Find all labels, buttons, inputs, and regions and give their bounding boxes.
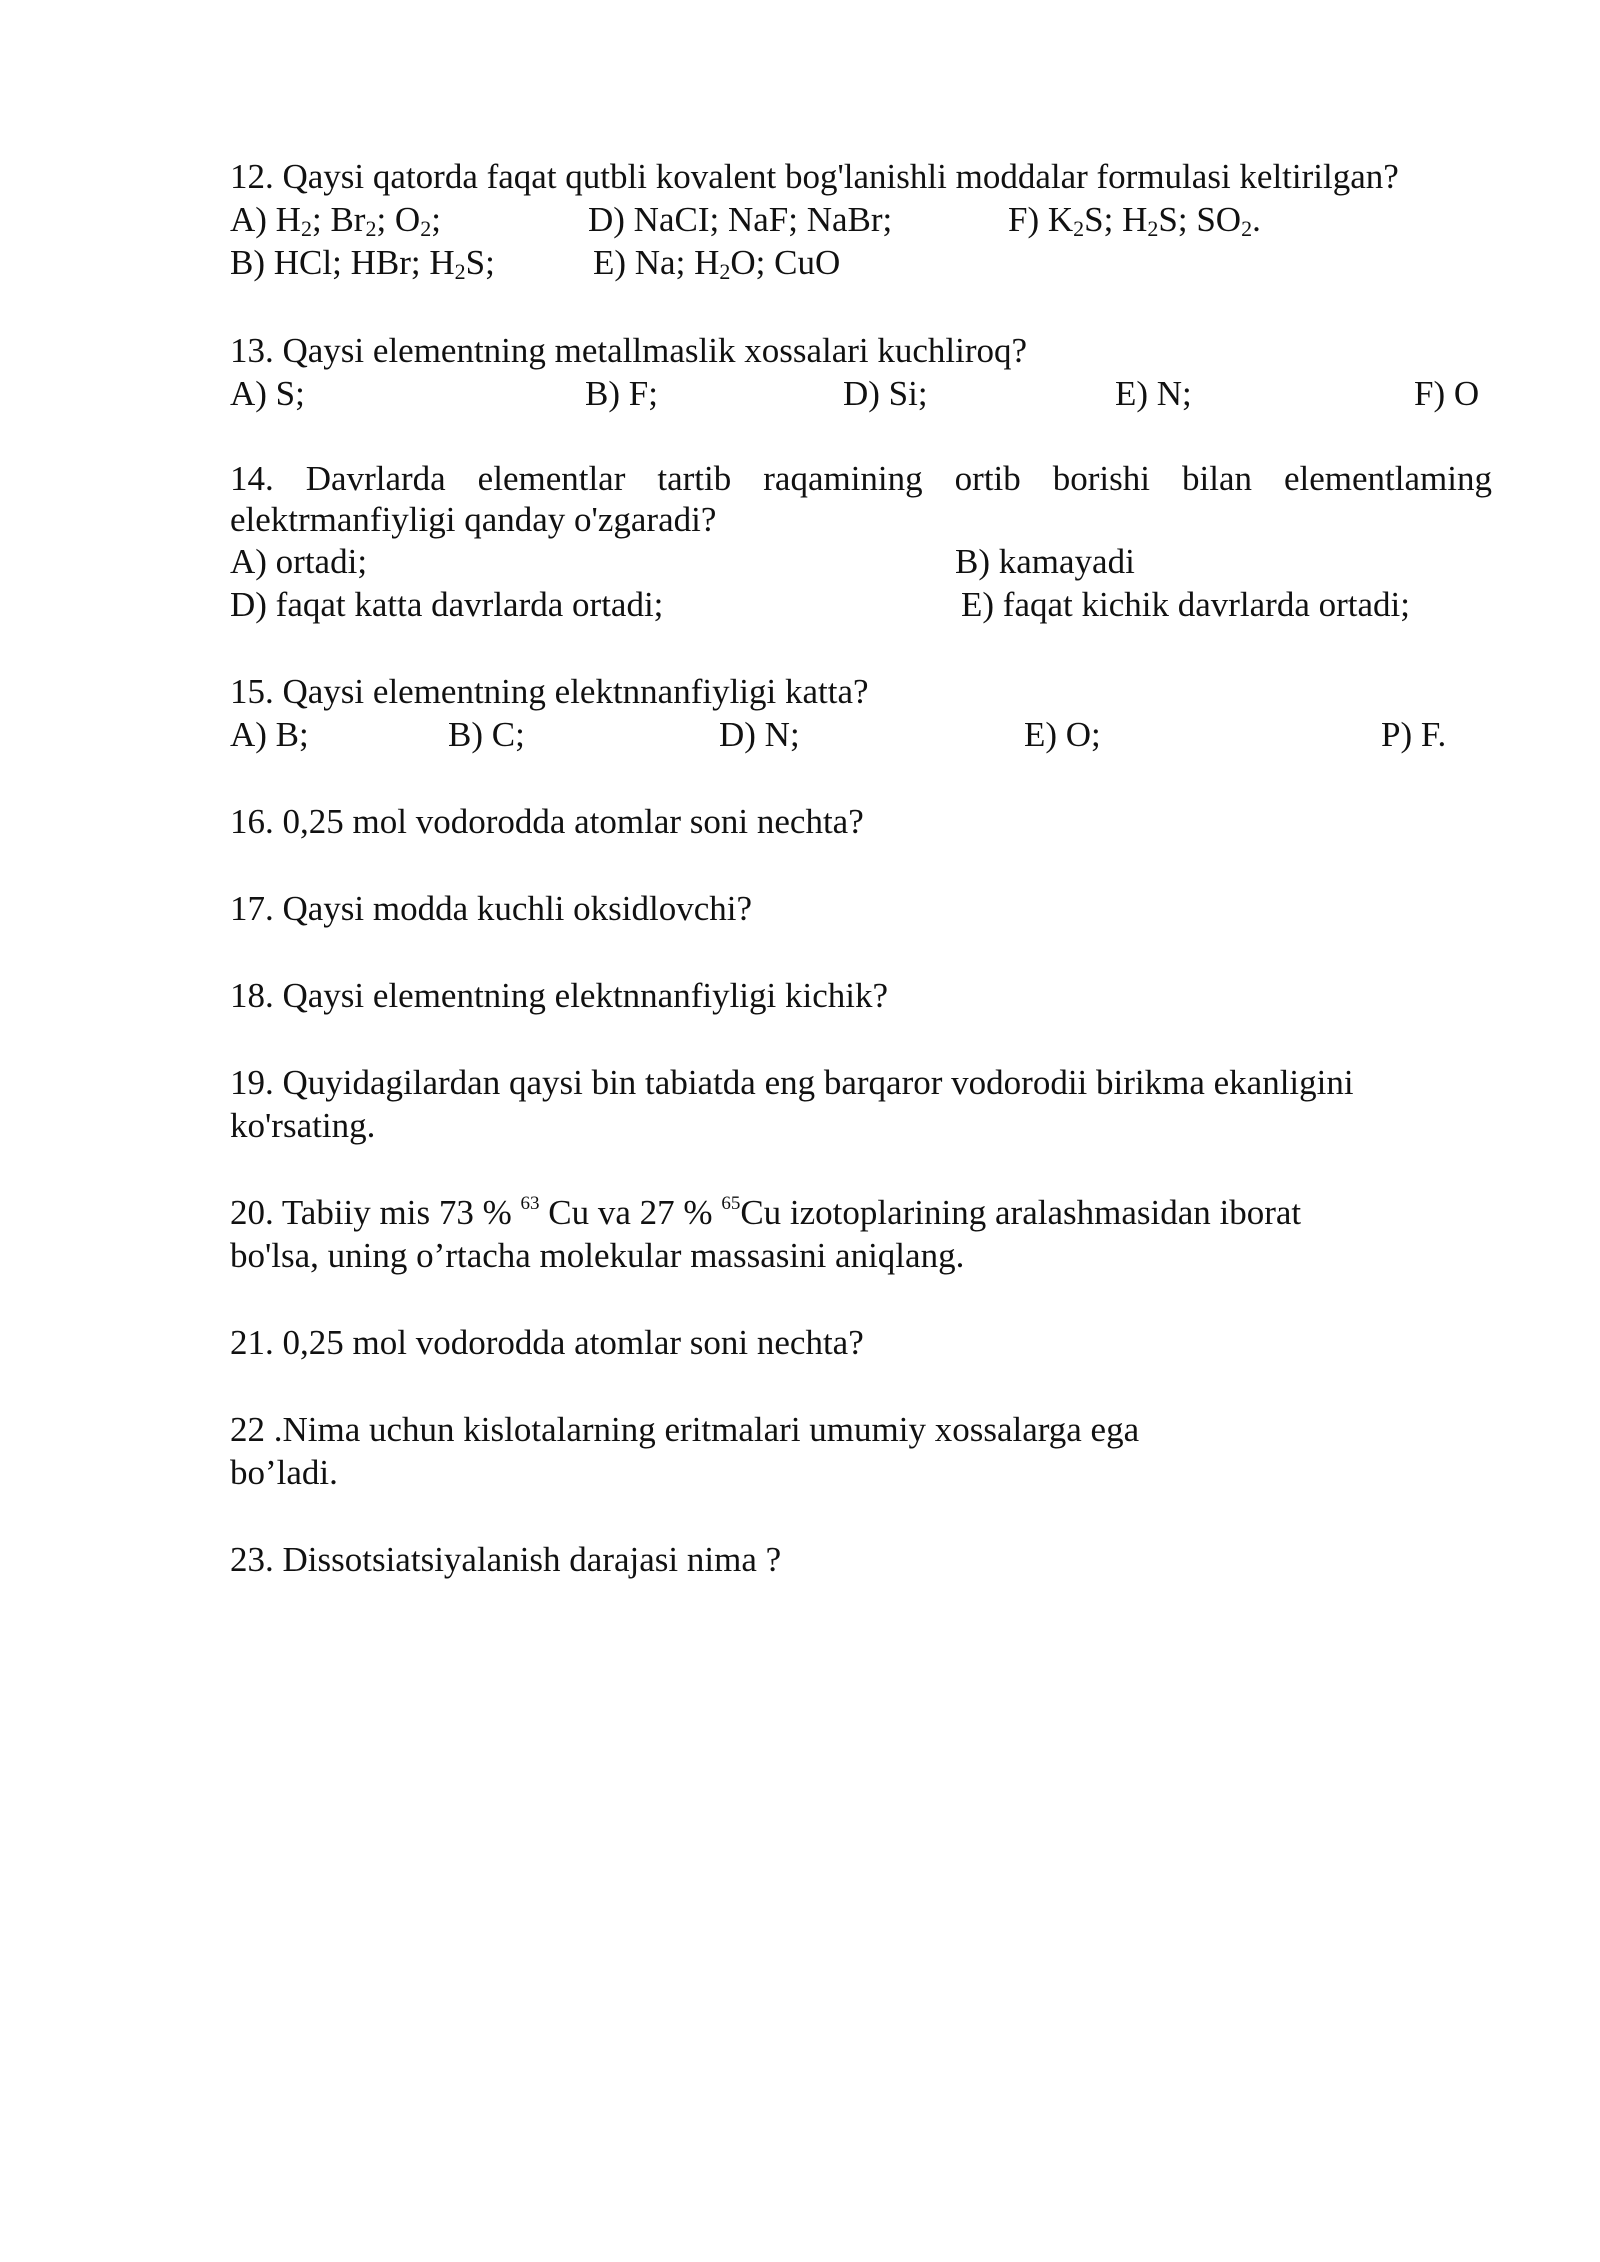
q13-option-b: B) F; [585, 374, 658, 413]
question-14-line2: elektrmanfiyligi qanday o'zgaradi? [230, 500, 717, 539]
q13-option-f: F) O [1414, 374, 1480, 413]
question-23-text: 23. Dissotsiatsiyalanish darajasi nima ? [230, 1540, 782, 1579]
q14-option-b: B) kamayadi [955, 542, 1135, 581]
question-19-line2: ko'rsating. [230, 1106, 376, 1145]
q12-option-f: F) $K_2S$; $H_2S$; $SO_2$. [1008, 200, 1261, 241]
q13-option-e: E) N; [1115, 374, 1192, 413]
question-17-text: 17. Qaysi modda kuchli oksidlovchi? [230, 889, 753, 928]
question-13-text: 13. Qaysi elementning metallmaslik xossalari kuchliroq? [230, 331, 1028, 370]
q15-option-b: B) C; [448, 715, 525, 754]
q14-option-a: A) ortadi; [230, 542, 368, 581]
question-22-line2: bo’ladi. [230, 1453, 338, 1492]
question-14-line1: 14. Davrlarda elementlar tartib raqamining ortib borishi bilan elementlaming [230, 459, 1492, 498]
q14-option-e: E) faqat kichik davrlarda ortadi; [961, 585, 1410, 624]
q12-option-a: A) $H_2$; $Br_2$; $O_2$; [230, 200, 441, 241]
q12-option-d: D) NaCI; NaF; NaBr; [588, 200, 893, 239]
q15-option-p: P) F. [1381, 715, 1447, 754]
q15-option-d: D) N; [719, 715, 800, 754]
question-20-line2: bo'lsa, uning o’rtacha molekular massasini aniqlang. [230, 1236, 965, 1275]
q13-option-a: A) S; [230, 374, 305, 413]
q15-option-a: A) B; [230, 715, 309, 754]
question-12-text: 12. Qaysi qatorda faqat qutbli kovalent bog'lanishli moddalar formulasi keltirilgan? [230, 157, 1399, 196]
q15-option-e: E) O; [1024, 715, 1101, 754]
question-16-text: 16. 0,25 mol vodorodda atomlar soni nechta? [230, 802, 864, 841]
q14-option-d: D) faqat katta davrlarda ortadi; [230, 585, 664, 624]
question-19-line1: 19. Quyidagilardan qaysi bin tabiatda eng barqaror vodorodii birikma ekanligini [230, 1063, 1354, 1102]
question-18-text: 18. Qaysi elementning elektnnanfiyligi kichik? [230, 976, 889, 1015]
q13-option-d: D) Si; [843, 374, 928, 413]
question-21-text: 21. 0,25 mol vodorodda atomlar soni nechta? [230, 1323, 864, 1362]
question-15-text: 15. Qaysi elementning elektnnanfiyligi katta? [230, 672, 869, 711]
question-22-line1: 22 .Nima uchun kislotalarning eritmalari umumiy xossalarga ega [230, 1410, 1140, 1449]
question-20-line1: 20. Tabiiy mis 73 % $^{63}$ Cu va 27 % $^{65}$Cu izotoplarining aralashmasidan iborat [230, 1193, 1302, 1232]
q12-option-e: E) Na; $H_2O$; CuO [593, 243, 841, 284]
q12-option-b: B) HCl; HBr; $H_2S$; [230, 243, 495, 284]
